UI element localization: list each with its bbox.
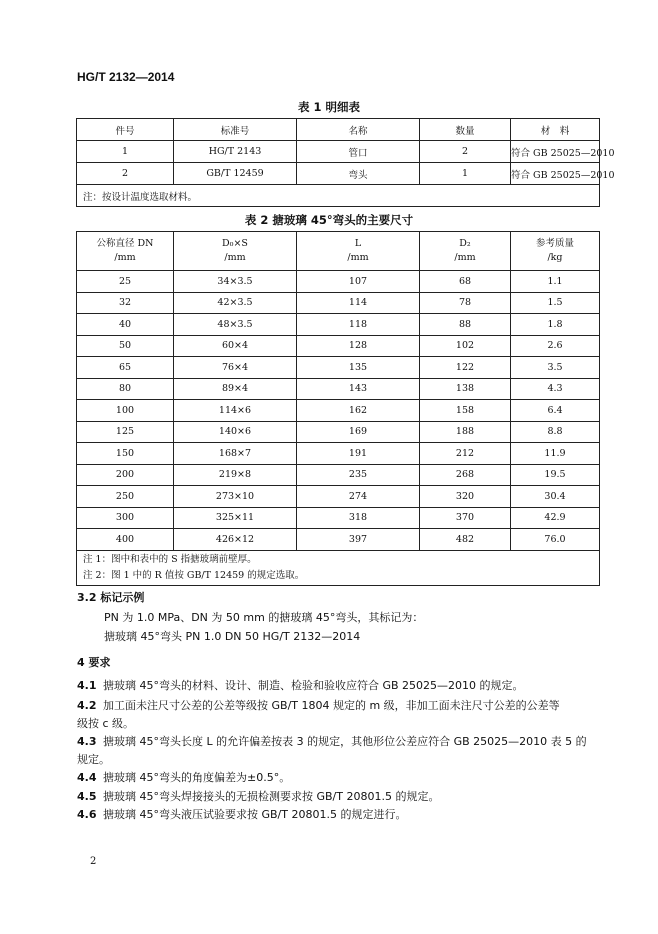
table-cell: 42.9 bbox=[511, 507, 600, 529]
table-header-cell: 件号 bbox=[77, 119, 174, 141]
table-header-cell bbox=[77, 232, 174, 271]
table-cell: 219×8 bbox=[174, 464, 297, 486]
table-cell: 114 bbox=[297, 292, 420, 314]
table-cell: 89×4 bbox=[174, 378, 297, 400]
table-cell: 370 bbox=[420, 507, 511, 529]
table-cell: 符合 GB 25025—2010 bbox=[511, 141, 600, 163]
table-cell: 212 bbox=[420, 443, 511, 465]
table-cell: 320 bbox=[420, 486, 511, 508]
marking-example-intro: PN 为 1.0 MPa、DN 为 50 mm 的搪玻璃 45°弯头，其标记为： bbox=[104, 611, 424, 624]
clause-number: 4.4 bbox=[77, 771, 97, 784]
clause-4-3 bbox=[77, 733, 587, 749]
table-cell: 6.4 bbox=[511, 400, 600, 422]
clause-4-2-continued: 级按 c 级。 bbox=[77, 717, 135, 730]
page-number: 2 bbox=[90, 856, 97, 867]
clause-text: 搪玻璃 45°弯头的角度偏差为±0.5°。 bbox=[103, 771, 291, 784]
table-header-cell bbox=[174, 232, 297, 271]
table-row bbox=[77, 271, 600, 293]
table-cell: 122 bbox=[420, 357, 511, 379]
section-3-2-heading: 3.2 标记示例 bbox=[77, 591, 145, 604]
table-note-row bbox=[77, 550, 600, 585]
table-cell: 3.5 bbox=[511, 357, 600, 379]
table-cell: GB/T 12459 bbox=[174, 163, 297, 185]
table-row bbox=[77, 400, 600, 422]
table-header-cell: 材 料 bbox=[511, 119, 600, 141]
table2-caption: 表 2 搪玻璃 45°弯头的主要尺寸 bbox=[244, 213, 414, 227]
table-row bbox=[77, 507, 600, 529]
table-cell: 162 bbox=[297, 400, 420, 422]
table-cell: 143 bbox=[297, 378, 420, 400]
table-cell: 88 bbox=[420, 314, 511, 336]
table-cell: 管口 bbox=[297, 141, 420, 163]
table-header-cell: 标准号 bbox=[174, 119, 297, 141]
table-cell: 250 bbox=[77, 486, 174, 508]
header-unit: /mm bbox=[347, 252, 369, 263]
table-cell: 188 bbox=[420, 421, 511, 443]
document-code-header: HG/T 2132—2014 bbox=[77, 70, 175, 84]
table-cell: 426×12 bbox=[174, 529, 297, 551]
table-cell: 158 bbox=[420, 400, 511, 422]
table-row bbox=[77, 443, 600, 465]
table-cell: 135 bbox=[297, 357, 420, 379]
table-cell: 48×3.5 bbox=[174, 314, 297, 336]
table-cell: 169 bbox=[297, 421, 420, 443]
table-header-cell bbox=[420, 232, 511, 271]
table-cell: 30.4 bbox=[511, 486, 600, 508]
table-row bbox=[77, 464, 600, 486]
table-cell: 2 bbox=[77, 163, 174, 185]
table-cell: 34×3.5 bbox=[174, 271, 297, 293]
table-row bbox=[77, 421, 600, 443]
table-note: 注 2：图 1 中的 R 值按 GB/T 12459 的规定选取。 bbox=[83, 569, 305, 581]
table-cell: 1 bbox=[77, 141, 174, 163]
table-cell: 400 bbox=[77, 529, 174, 551]
table-cell: 76.0 bbox=[511, 529, 600, 551]
table-cell: 11.9 bbox=[511, 443, 600, 465]
table-cell: 符合 GB 25025—2010 bbox=[511, 163, 600, 185]
table-cell: 397 bbox=[297, 529, 420, 551]
table-cell: 118 bbox=[297, 314, 420, 336]
dimensions-table-body bbox=[77, 271, 600, 551]
table-cell: 138 bbox=[420, 378, 511, 400]
table-cell: 200 bbox=[77, 464, 174, 486]
table-cell: 100 bbox=[77, 400, 174, 422]
clause-number: 4.1 bbox=[77, 679, 97, 692]
clause-number: 4.3 bbox=[77, 735, 97, 748]
table-cell: 弯头 bbox=[297, 163, 420, 185]
table-row bbox=[77, 141, 600, 163]
parts-list-table bbox=[76, 118, 615, 207]
table-note-row bbox=[77, 185, 600, 207]
table-cell: 235 bbox=[297, 464, 420, 486]
header-line: 参考质量 bbox=[535, 238, 574, 249]
table-cell: 19.5 bbox=[511, 464, 600, 486]
clause-4-5 bbox=[77, 788, 439, 804]
table-cell: HG/T 2143 bbox=[174, 141, 297, 163]
table-cell: 4.3 bbox=[511, 378, 600, 400]
table-note: 注 1：图中和表中的 S 指搪玻璃前壁厚。 bbox=[83, 553, 257, 565]
header-line: D₂ bbox=[459, 238, 471, 249]
table-row bbox=[77, 163, 600, 185]
table-cell: 78 bbox=[420, 292, 511, 314]
header-unit: /mm bbox=[114, 252, 136, 263]
clause-number: 4.6 bbox=[77, 808, 97, 821]
marking-example-code: 搪玻璃 45°弯头 PN 1.0 DN 50 HG/T 2132—2014 bbox=[104, 630, 361, 643]
header-unit: /kg bbox=[547, 252, 563, 263]
clause-text: 搪玻璃 45°弯头焊接接头的无损检测要求按 GB/T 20801.5 的规定。 bbox=[103, 790, 440, 803]
table-note: 注：按设计温度选取材料。 bbox=[77, 185, 600, 207]
clause-4-6 bbox=[77, 806, 406, 822]
table-row bbox=[77, 335, 600, 357]
table-cell: 107 bbox=[297, 271, 420, 293]
dimensions-table bbox=[76, 231, 600, 586]
table-cell: 300 bbox=[77, 507, 174, 529]
table-notes bbox=[77, 550, 600, 585]
table1-caption: 表 1 明细表 bbox=[297, 100, 360, 114]
header-line: L bbox=[354, 238, 362, 249]
table-header-cell: 名称 bbox=[297, 119, 420, 141]
table-cell: 1.1 bbox=[511, 271, 600, 293]
table-cell: 114×6 bbox=[174, 400, 297, 422]
table-cell: 1.5 bbox=[511, 292, 600, 314]
table-cell: 32 bbox=[77, 292, 174, 314]
table-cell: 2 bbox=[420, 141, 511, 163]
header-line: 公称直径 DN bbox=[96, 238, 154, 249]
clause-4-3-continued: 规定。 bbox=[77, 753, 110, 766]
table-header-row bbox=[77, 119, 600, 141]
clause-4-1 bbox=[77, 677, 524, 693]
table-row bbox=[77, 357, 600, 379]
table-cell: 42×3.5 bbox=[174, 292, 297, 314]
clause-text: 加工面未注尺寸公差的公差等级按 GB/T 1804 规定的 m 级，非加工面未注尺寸公差的公差等 bbox=[103, 699, 560, 712]
table-header-row bbox=[77, 232, 600, 271]
table-cell: 60×4 bbox=[174, 335, 297, 357]
table-row bbox=[77, 486, 600, 508]
table-cell: 168×7 bbox=[174, 443, 297, 465]
header-line: D₀×S bbox=[222, 238, 248, 249]
table-cell: 318 bbox=[297, 507, 420, 529]
table-cell: 125 bbox=[77, 421, 174, 443]
table-cell: 40 bbox=[77, 314, 174, 336]
clause-4-2 bbox=[77, 697, 560, 713]
table-row bbox=[77, 378, 600, 400]
table-header-cell: 数量 bbox=[420, 119, 511, 141]
table-header-cell bbox=[511, 232, 600, 271]
table-cell: 140×6 bbox=[174, 421, 297, 443]
table-cell: 76×4 bbox=[174, 357, 297, 379]
table-cell: 68 bbox=[420, 271, 511, 293]
table-row bbox=[77, 314, 600, 336]
clause-4-4 bbox=[77, 769, 290, 785]
table-cell: 273×10 bbox=[174, 486, 297, 508]
table-cell: 150 bbox=[77, 443, 174, 465]
table-cell: 80 bbox=[77, 378, 174, 400]
table-cell: 50 bbox=[77, 335, 174, 357]
table-cell: 2.6 bbox=[511, 335, 600, 357]
table-cell: 1 bbox=[420, 163, 511, 185]
table-cell: 65 bbox=[77, 357, 174, 379]
table-cell: 102 bbox=[420, 335, 511, 357]
clause-number: 4.2 bbox=[77, 699, 97, 712]
clause-text: 搪玻璃 45°弯头长度 L 的允许偏差按表 3 的规定，其他形位公差应符合 GB 25025—2010 表 5 的 bbox=[103, 735, 587, 748]
table-cell: 268 bbox=[420, 464, 511, 486]
table-cell: 128 bbox=[297, 335, 420, 357]
table-row bbox=[77, 529, 600, 551]
table-cell: 1.8 bbox=[511, 314, 600, 336]
header-unit: /mm bbox=[454, 252, 476, 263]
clause-text: 搪玻璃 45°弯头液压试验要求按 GB/T 20801.5 的规定进行。 bbox=[103, 808, 407, 821]
clause-number: 4.5 bbox=[77, 790, 97, 803]
table-header-cell bbox=[297, 232, 420, 271]
table-cell: 482 bbox=[420, 529, 511, 551]
section-4-heading: 4 要求 bbox=[77, 656, 111, 669]
table-row bbox=[77, 292, 600, 314]
header-unit: /mm bbox=[224, 252, 246, 263]
table-cell: 25 bbox=[77, 271, 174, 293]
table-cell: 8.8 bbox=[511, 421, 600, 443]
table-cell: 191 bbox=[297, 443, 420, 465]
table-cell: 274 bbox=[297, 486, 420, 508]
clause-text: 搪玻璃 45°弯头的材料、设计、制造、检验和验收应符合 GB 25025—2010 的规定。 bbox=[103, 679, 524, 692]
table-cell: 325×11 bbox=[174, 507, 297, 529]
